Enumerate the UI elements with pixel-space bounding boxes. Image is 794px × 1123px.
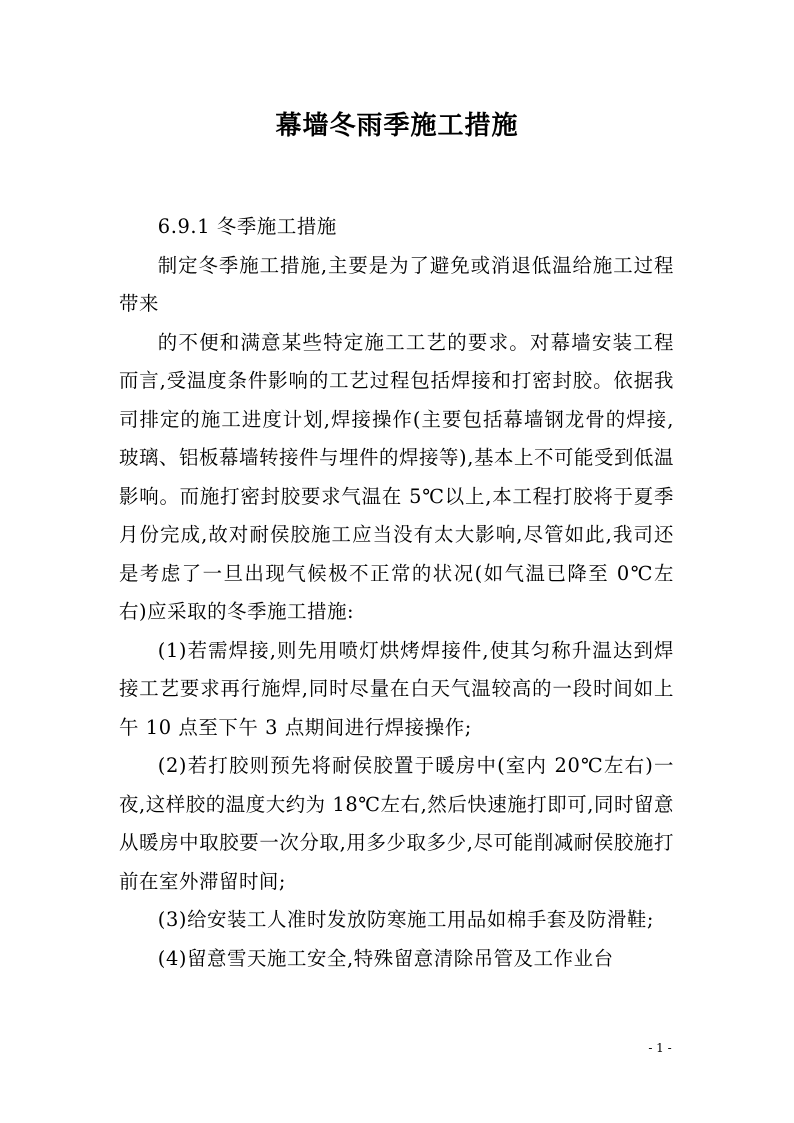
paragraph-5: (3)给安装工人准时发放防寒施工用品如棉手套及防滑鞋; — [157, 908, 654, 931]
paragraph-4: (2)若打胶则预先将耐侯胶置于暖房中(室内 20℃左右)一夜,这样胶的温度大约为 18℃左右,然后快速施打即可,同时留意从暖房中取胶要一次分取,用多少取多少,尽可能削减耐侯胶施打前在室外滞留时间; — [119, 754, 674, 893]
paragraph-6: (4)留意雪天施工安全,特殊留意清除吊管及工作业台 — [157, 946, 614, 970]
document-title: 幕墙冬雨季施工措施 — [275, 111, 519, 141]
page-number: - 1 - — [648, 1041, 672, 1055]
paragraph-3: (1)若需焊接,则先用喷灯烘烤焊接件,使其匀称升温达到焊接工艺要求再行施焊,同时尽量在白天气温较高的一段时间如上午 10 点至下午 3 点期间进行焊接操作; — [119, 638, 674, 739]
paragraph-1: 制定冬季施工措施,主要是为了避免或消退低温给施工过程带来 — [119, 253, 674, 315]
document-body — [119, 208, 674, 978]
paragraph-2: 的不便和满意某些特定施工工艺的要求。对幕墙安装工程而言,受温度条件影响的工艺过程包括焊接和打密封胶。依据我司排定的施工进度计划,焊接操作(主要包括幕墙钢龙骨的焊接,玻璃、铝板幕墙转接件与埋件的焊接等),基本上不可能受到低温影响。而施打密封胶要求气温在 5℃以上,本工程打胶将于夏季月份完成,故对耐侯胶施工应当没有太大影响,尽管如此,我司还是考虑了一旦出现气候极不正常的状况(如气温已降至 0℃左右)应采取的冬季施工措施: — [119, 330, 674, 623]
section-heading: 6.9.1 冬季施工措施 — [157, 215, 337, 238]
